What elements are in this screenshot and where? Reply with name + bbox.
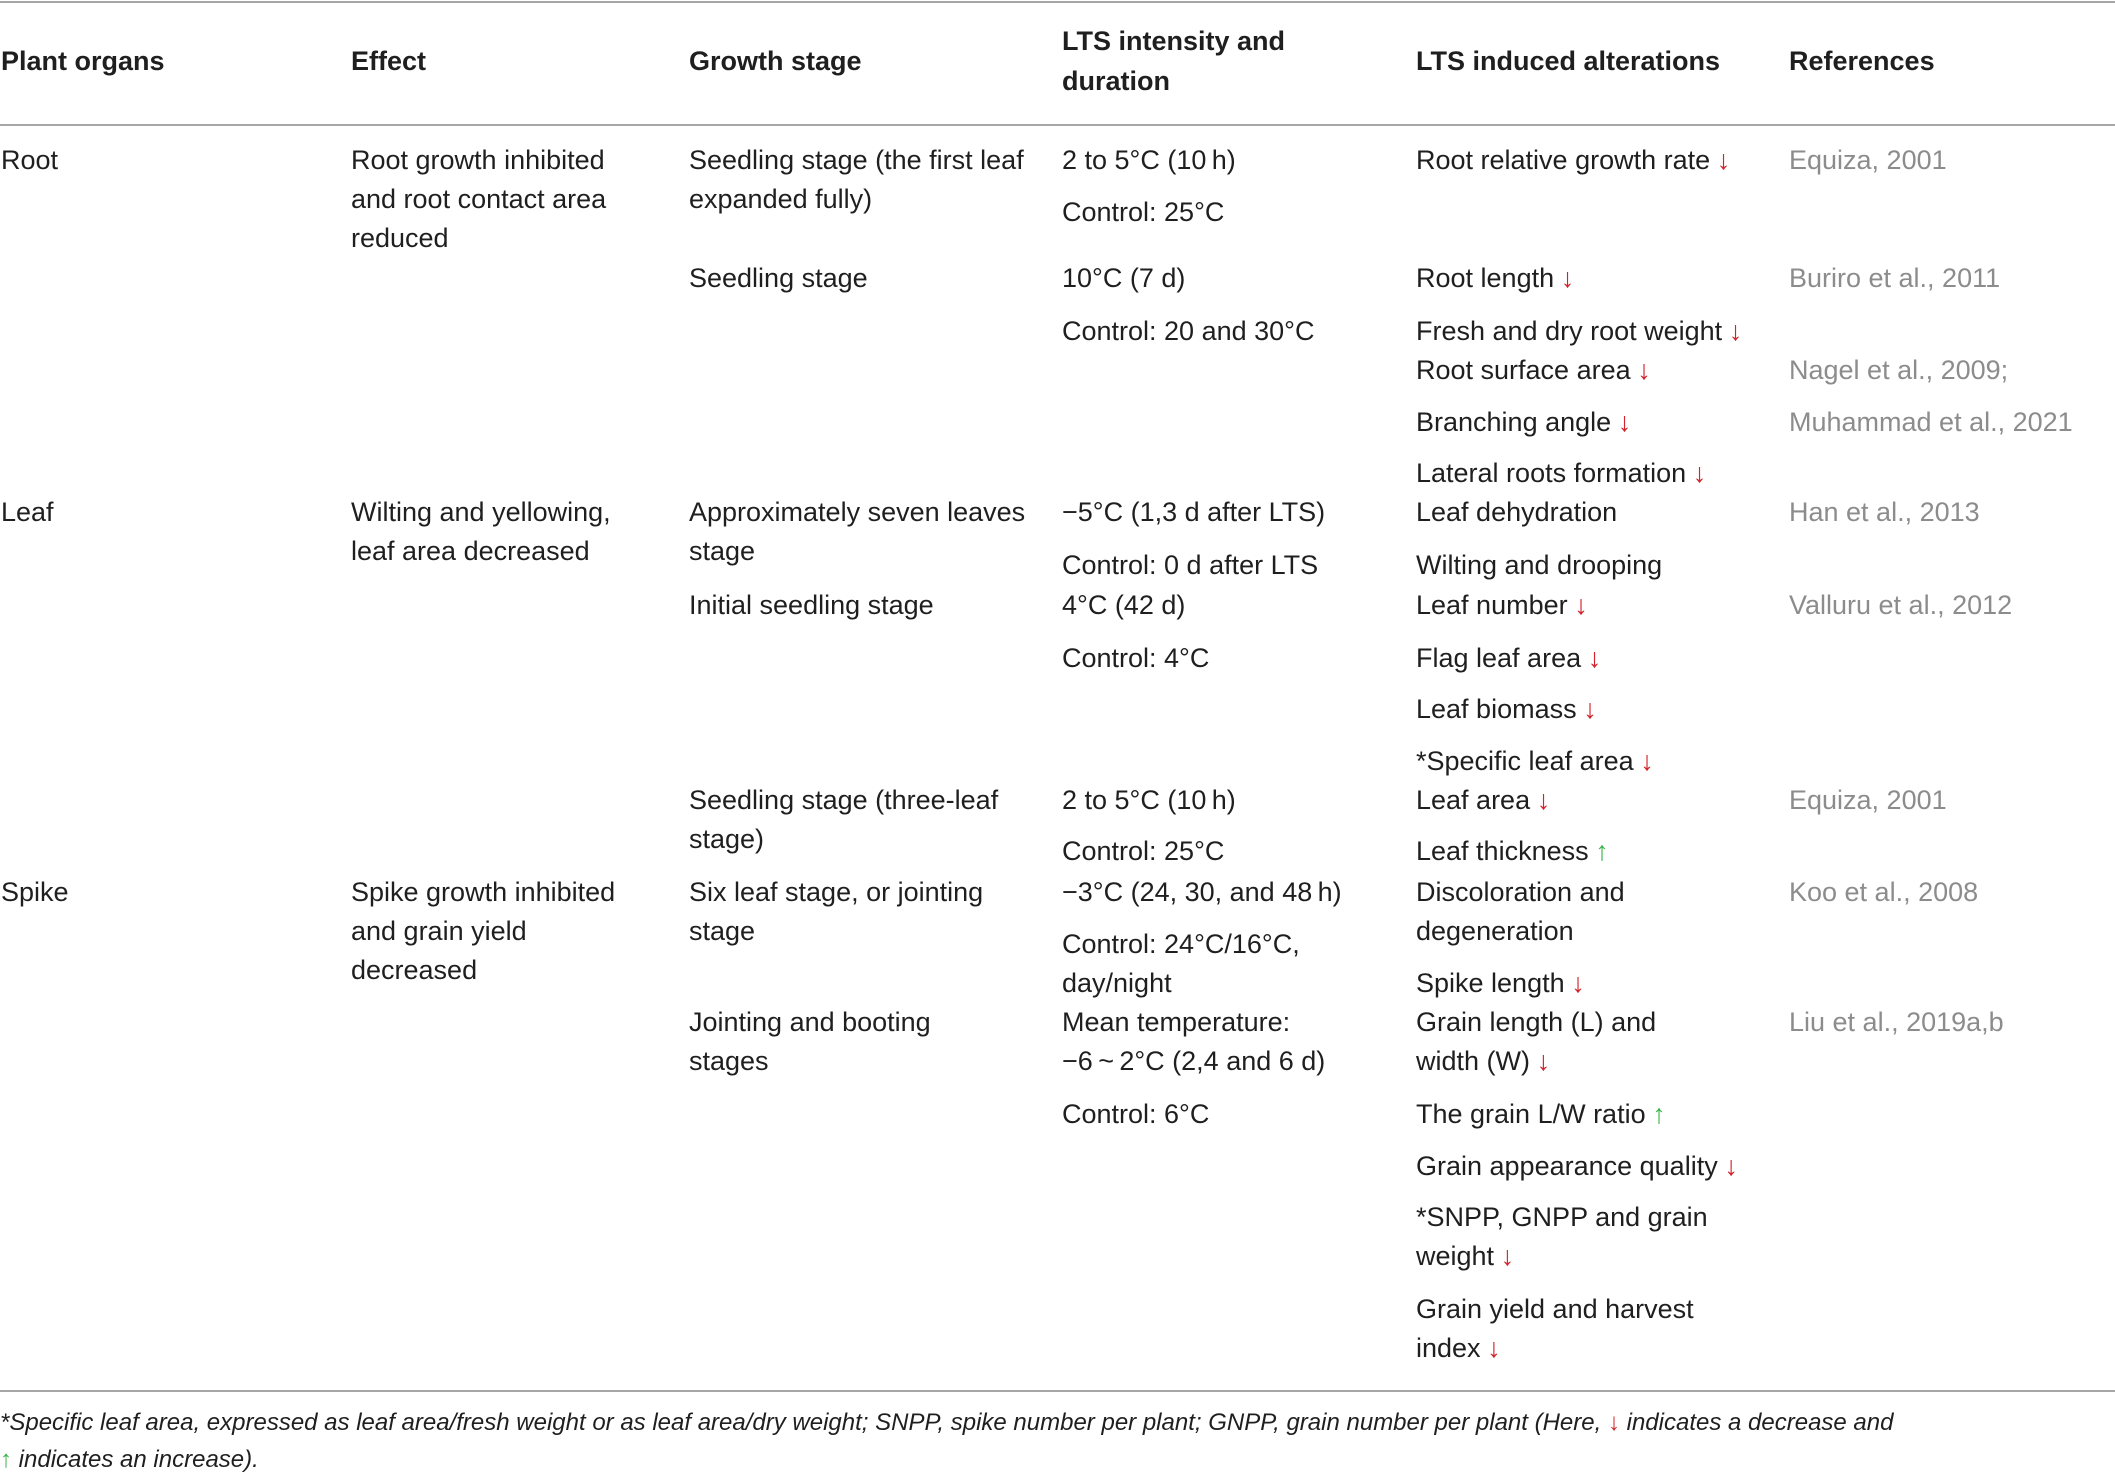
reference-link[interactable]: Equiza, 2001 bbox=[1789, 785, 1947, 815]
alteration-text: Wilting and drooping bbox=[1416, 550, 1663, 580]
lts-cell: 10°C (7 d) bbox=[1062, 263, 1186, 293]
alteration-text: Lateral roots formation bbox=[1416, 458, 1687, 488]
alteration-text: Leaf number bbox=[1416, 590, 1568, 620]
down-arrow-icon: ↓ bbox=[1587, 643, 1602, 673]
header-alterations: LTS induced alterations bbox=[1416, 46, 1721, 76]
alteration-item bbox=[1416, 1290, 1694, 1368]
alteration-item bbox=[1416, 690, 1597, 729]
alteration-text: *SNPP, GNPP and grain weight bbox=[1416, 1202, 1708, 1271]
header-growth-stage: Growth stage bbox=[689, 46, 862, 76]
effect-cell: Spike growth inhibited and grain yield decreased bbox=[351, 877, 616, 985]
alteration-item bbox=[1416, 1198, 1708, 1276]
lts-cell: −5°C (1,3 d after LTS) bbox=[1062, 497, 1326, 527]
lts-control-cell: Control: 25°C bbox=[1062, 836, 1225, 866]
alteration-item bbox=[1416, 873, 1625, 951]
lts-control-cell: Control: 4°C bbox=[1062, 643, 1210, 673]
alteration-item bbox=[1416, 351, 1651, 390]
effect-cell: Root growth inhibited and root contact area reduced bbox=[351, 145, 607, 253]
down-arrow-icon: ↓ bbox=[1724, 1151, 1738, 1181]
header-references: References bbox=[1789, 46, 1935, 76]
lts-control-cell: Control: 20 and 30°C bbox=[1062, 316, 1315, 346]
reference-link[interactable]: Muhammad et al., 2021 bbox=[1789, 407, 2073, 437]
alteration-text: Discoloration and degeneration bbox=[1416, 877, 1625, 946]
lts-control-cell: Control: 0 d after LTS bbox=[1062, 550, 1319, 580]
alteration-text: Branching angle bbox=[1416, 407, 1612, 437]
organ-cell-spike: Spike bbox=[1, 877, 69, 907]
alteration-item bbox=[1416, 546, 1662, 585]
down-arrow-icon: ↓ bbox=[1487, 1333, 1501, 1363]
up-arrow-icon: ↑ bbox=[0, 1446, 12, 1473]
growth-stage-cell: Approximately seven leaves stage bbox=[689, 497, 1026, 566]
down-arrow-icon: ↓ bbox=[1574, 590, 1588, 620]
alteration-item bbox=[1416, 781, 1550, 820]
growth-stage-cell: Jointing and booting stages bbox=[689, 1007, 931, 1076]
alteration-text: Grain length (L) and width (W) bbox=[1416, 1007, 1657, 1076]
footnote-text: indicates a decrease and bbox=[1619, 1409, 1894, 1436]
down-arrow-icon: ↓ bbox=[1571, 968, 1585, 998]
down-arrow-icon: ↓ bbox=[1728, 316, 1743, 346]
alteration-item bbox=[1416, 1003, 1656, 1081]
alteration-item bbox=[1416, 832, 1609, 871]
alteration-item bbox=[1416, 312, 1742, 351]
footnote-text: indicates an increase). bbox=[12, 1446, 259, 1473]
alteration-item bbox=[1416, 1147, 1738, 1186]
lts-cell: 2 to 5°C (10 h) bbox=[1062, 785, 1236, 815]
alteration-item bbox=[1416, 454, 1706, 493]
alteration-text: Leaf area bbox=[1416, 785, 1531, 815]
growth-stage-cell: Seedling stage bbox=[689, 263, 868, 293]
down-arrow-icon: ↓ bbox=[1617, 407, 1632, 437]
alteration-item bbox=[1416, 639, 1601, 678]
alteration-item bbox=[1416, 493, 1617, 532]
growth-stage-cell: Seedling stage (three-leaf stage) bbox=[689, 785, 999, 854]
alteration-item bbox=[1416, 403, 1631, 442]
alteration-text: Fresh and dry root weight bbox=[1416, 316, 1723, 346]
alteration-item bbox=[1416, 964, 1585, 1003]
down-arrow-icon: ↓ bbox=[1607, 1409, 1620, 1436]
up-arrow-icon: ↑ bbox=[1595, 836, 1609, 866]
lts-cell: Mean temperature: −6 ~ 2°C (2,4 and 6 d) bbox=[1062, 1007, 1326, 1076]
lts-cell: 4°C (42 d) bbox=[1062, 590, 1186, 620]
reference-link[interactable]: Buriro et al., 2011 bbox=[1789, 263, 2001, 293]
down-arrow-icon: ↓ bbox=[1583, 694, 1597, 724]
lts-cell: 2 to 5°C (10 h) bbox=[1062, 145, 1236, 175]
organ-cell-root: Root bbox=[1, 145, 59, 175]
down-arrow-icon: ↓ bbox=[1637, 355, 1651, 385]
effect-cell: Wilting and yellowing, leaf area decreased bbox=[351, 497, 611, 566]
organ-cell-leaf: Leaf bbox=[1, 497, 54, 527]
alteration-item bbox=[1416, 742, 1654, 781]
down-arrow-icon: ↓ bbox=[1536, 1046, 1551, 1076]
reference-link[interactable]: Equiza, 2001 bbox=[1789, 145, 1947, 175]
footnote-text: *Specific leaf area, expressed as leaf area/fresh weight or as leaf area/dry weight; SNPP, spike number per plant; GNPP, grain number per plant (Here, bbox=[0, 1409, 1608, 1436]
alteration-item bbox=[1416, 1095, 1666, 1134]
down-arrow-icon: ↓ bbox=[1536, 785, 1551, 815]
down-arrow-icon: ↓ bbox=[1692, 458, 1707, 488]
alteration-text: Grain yield and harvest index bbox=[1416, 1294, 1694, 1363]
alteration-item bbox=[1416, 141, 1730, 180]
alteration-text: Leaf biomass bbox=[1416, 694, 1577, 724]
header-effect: Effect bbox=[351, 46, 427, 76]
lts-control-cell: Control: 25°C bbox=[1062, 197, 1225, 227]
up-arrow-icon: ↑ bbox=[1652, 1099, 1666, 1129]
reference-link[interactable]: Nagel et al., 2009; bbox=[1789, 355, 2009, 385]
header-plant-organs: Plant organs bbox=[1, 46, 165, 76]
alteration-text: *Specific leaf area bbox=[1416, 746, 1634, 776]
alteration-text: Root length bbox=[1416, 263, 1555, 293]
alteration-text: Flag leaf area bbox=[1416, 643, 1582, 673]
alteration-text: The grain L/W ratio bbox=[1416, 1099, 1646, 1129]
reference-link[interactable]: Valluru et al., 2012 bbox=[1789, 590, 2013, 620]
alteration-text: Spike length bbox=[1416, 968, 1565, 998]
down-arrow-icon: ↓ bbox=[1716, 145, 1731, 175]
table-bottom-rule bbox=[0, 1390, 2115, 1392]
alteration-text: Root relative growth rate bbox=[1416, 145, 1711, 175]
header-lts-intensity: LTS intensity and duration bbox=[1062, 26, 1286, 96]
table-top-rule bbox=[0, 1, 2115, 3]
alteration-item bbox=[1416, 259, 1574, 298]
lts-control-cell: Control: 6°C bbox=[1062, 1099, 1210, 1129]
lts-control-cell: Control: 24°C/16°C, day/night bbox=[1062, 929, 1300, 998]
alteration-text: Grain appearance quality bbox=[1416, 1151, 1718, 1181]
reference-link[interactable]: Liu et al., 2019a,b bbox=[1789, 1007, 2004, 1037]
table-footnote bbox=[0, 1404, 2110, 1478]
down-arrow-icon: ↓ bbox=[1640, 746, 1654, 776]
alteration-item bbox=[1416, 586, 1588, 625]
down-arrow-icon: ↓ bbox=[1500, 1241, 1515, 1271]
alteration-text: Leaf thickness bbox=[1416, 836, 1589, 866]
down-arrow-icon: ↓ bbox=[1560, 263, 1575, 293]
growth-stage-cell: Seedling stage (the first leaf expanded fully) bbox=[689, 145, 1024, 214]
lts-cell: −3°C (24, 30, and 48 h) bbox=[1062, 877, 1342, 907]
reference-link[interactable]: Koo et al., 2008 bbox=[1789, 877, 1979, 907]
alteration-text: Root surface area bbox=[1416, 355, 1631, 385]
table-header-rule bbox=[0, 124, 2115, 126]
growth-stage-cell: Initial seedling stage bbox=[689, 590, 934, 620]
alteration-text: Leaf dehydration bbox=[1416, 497, 1618, 527]
growth-stage-cell: Six leaf stage, or jointing stage bbox=[689, 877, 984, 946]
reference-link[interactable]: Han et al., 2013 bbox=[1789, 497, 1980, 527]
